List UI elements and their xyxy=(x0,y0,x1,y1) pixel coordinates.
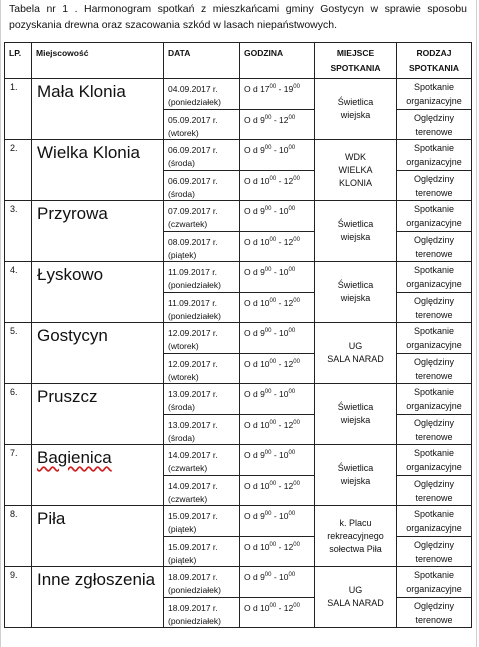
date-value: 15.09.2017 r. xyxy=(168,511,218,521)
date-value: 05.09.2017 r. xyxy=(168,115,218,125)
kind-line-2: terenowe xyxy=(415,371,453,381)
kind-line-1: Oględziny xyxy=(413,479,455,489)
place-name: Piła xyxy=(37,509,66,528)
date-value: 06.09.2017 r. xyxy=(168,176,218,186)
schedule-table xyxy=(4,42,472,628)
time-from-minutes: 00 xyxy=(269,298,277,305)
table-caption: Tabela nr 1 . Harmonogram spotkań z mieszkańcami gminy Gostycyn w sprawie sposobu pozyskania drewna oraz szacowania szkód w lasach niepaństwowych. xyxy=(9,3,467,31)
cell-lp: 1. xyxy=(5,79,32,140)
time-from-minutes: 00 xyxy=(264,145,272,152)
time-from-hour: 10 xyxy=(260,176,270,186)
page-left-edge xyxy=(0,0,1,647)
time-to-hour: 10 xyxy=(279,145,289,155)
place-name: Bagienica xyxy=(37,448,112,467)
cell-place xyxy=(32,506,164,567)
time-from-hour: 10 xyxy=(260,237,270,247)
cell-time: O d $10^{00} - 12^{00}$ xyxy=(240,354,315,384)
kind-line-2: terenowe xyxy=(415,493,453,503)
cell-venue: Świetlica wiejska xyxy=(315,384,397,445)
weekday-value: (wtorek) xyxy=(168,371,199,382)
header-time: GODZINA xyxy=(240,43,315,79)
time-from-minutes: 00 xyxy=(264,115,272,122)
cell-time: O d $17^{00} - 19^{00}$ xyxy=(240,79,315,110)
time-to-hour: 10 xyxy=(279,572,289,582)
date-value: 13.09.2017 r. xyxy=(168,389,218,399)
time-from-minutes: 00 xyxy=(269,420,277,427)
time-from-hour: 9 xyxy=(260,145,265,155)
date-value: 06.09.2017 r. xyxy=(168,145,218,155)
weekday-value: (środa) xyxy=(168,432,195,443)
cell-time: O d $9^{00} - 10^{00}$ xyxy=(240,323,315,354)
cell-time: O d $9^{00} - 10^{00}$ xyxy=(240,262,315,293)
cell-time: O d $9^{00} - 12^{00}$ xyxy=(240,110,315,140)
weekday-value: (środa) xyxy=(168,157,195,168)
place-name: Wielka Klonia xyxy=(37,143,140,162)
kind-line-1: Oględziny xyxy=(413,418,455,428)
time-from-minutes: 00 xyxy=(264,206,272,213)
header-kind: RODZAJ SPOTKANIA xyxy=(397,43,472,79)
place-name: Przyrowa xyxy=(37,204,108,223)
cell-place xyxy=(32,384,164,445)
kind-line-2: terenowe xyxy=(415,615,453,625)
time-from-hour: 10 xyxy=(260,359,270,369)
cell-date xyxy=(164,476,240,506)
time-from-hour: 9 xyxy=(260,206,265,216)
cell-date xyxy=(164,567,240,598)
cell-venue: Świetlica wiejska xyxy=(315,445,397,506)
header-lp: LP. xyxy=(5,43,32,79)
kind-line-1: Oględziny xyxy=(413,174,455,184)
time-to-hour: 12 xyxy=(283,359,294,369)
cell-time: O d $9^{00} - 10^{00}$ xyxy=(240,567,315,598)
cell-venue: Świetlica wiejska xyxy=(315,201,397,262)
cell-venue: Świetlica wiejska xyxy=(315,262,397,323)
time-to-hour: 19 xyxy=(283,84,294,94)
cell-venue: UG SALA NARAD xyxy=(315,323,397,384)
cell-lp: 6. xyxy=(5,384,32,445)
cell-kind xyxy=(397,567,472,598)
cell-date xyxy=(164,110,240,140)
time-from-hour: 10 xyxy=(260,420,270,430)
time-from-minutes: 00 xyxy=(269,84,277,91)
kind-line-1: Oględziny xyxy=(413,540,455,550)
time-to-minutes: 00 xyxy=(288,511,296,518)
cell-kind xyxy=(397,201,472,232)
cell-kind xyxy=(397,598,472,628)
cell-lp: 3. xyxy=(5,201,32,262)
time-to-hour: 12 xyxy=(283,298,294,308)
cell-date xyxy=(164,598,240,628)
kind-line-2: terenowe xyxy=(415,188,453,198)
cell-lp: 5. xyxy=(5,323,32,384)
cell-kind xyxy=(397,323,472,354)
time-to-minutes: 00 xyxy=(293,84,300,91)
table-row xyxy=(5,262,472,293)
kind-line-1: Oględziny xyxy=(413,235,455,245)
time-to-minutes: 00 xyxy=(293,603,300,610)
kind-line-2: organizacyjne xyxy=(406,584,462,594)
weekday-value: (wtorek) xyxy=(168,127,199,138)
time-from-minutes: 00 xyxy=(269,542,277,549)
date-value: 14.09.2017 r. xyxy=(168,481,218,491)
kind-line-2: terenowe xyxy=(415,249,453,259)
cell-time: O d $10^{00} - 12^{00}$ xyxy=(240,598,315,628)
time-from-hour: 9 xyxy=(260,115,265,125)
cell-date xyxy=(164,323,240,354)
weekday-value: (wtorek) xyxy=(168,340,199,351)
cell-place xyxy=(32,323,164,384)
table-row xyxy=(5,201,472,232)
time-to-hour: 12 xyxy=(283,603,294,613)
kind-line-1: Oględziny xyxy=(413,113,455,123)
cell-kind xyxy=(397,110,472,140)
time-to-hour: 10 xyxy=(279,450,289,460)
time-from-hour: 10 xyxy=(260,298,270,308)
cell-time: O d $10^{00} - 12^{00}$ xyxy=(240,171,315,201)
cell-kind xyxy=(397,537,472,567)
table-row xyxy=(5,79,472,110)
cell-date xyxy=(164,79,240,110)
cell-kind xyxy=(397,262,472,293)
time-to-minutes: 00 xyxy=(288,572,296,579)
weekday-value: (poniedziałek) xyxy=(168,96,221,107)
time-from-hour: 17 xyxy=(260,84,270,94)
table-row xyxy=(5,567,472,598)
time-from-hour: 9 xyxy=(260,450,265,460)
kind-line-1: Spotkanie xyxy=(413,509,455,519)
time-from-minutes: 00 xyxy=(269,176,277,183)
cell-venue: Świetlica wiejska xyxy=(315,79,397,140)
date-value: 18.09.2017 r. xyxy=(168,572,218,582)
date-value: 18.09.2017 r. xyxy=(168,603,218,613)
time-from-minutes: 00 xyxy=(269,359,277,366)
kind-line-2: organizacyjne xyxy=(406,218,462,228)
kind-line-1: Spotkanie xyxy=(413,265,455,275)
time-from-hour: 10 xyxy=(260,603,270,613)
weekday-value: (czwartek) xyxy=(168,493,208,504)
time-to-hour: 12 xyxy=(279,115,289,125)
time-from-minutes: 00 xyxy=(269,603,277,610)
kind-line-2: organizacyjne xyxy=(406,96,462,106)
time-to-minutes: 00 xyxy=(293,481,300,488)
time-to-hour: 12 xyxy=(283,176,294,186)
cell-date xyxy=(164,354,240,384)
header-date: DATA xyxy=(164,43,240,79)
time-from-hour: 9 xyxy=(260,572,265,582)
cell-date xyxy=(164,537,240,567)
table-row xyxy=(5,445,472,476)
cell-time: O d $9^{00} - 10^{00}$ xyxy=(240,384,315,415)
kind-line-2: organizacyjne xyxy=(406,157,462,167)
time-from-minutes: 00 xyxy=(269,237,277,244)
time-to-minutes: 00 xyxy=(288,328,296,335)
weekday-value: (środa) xyxy=(168,401,195,412)
kind-line-1: Spotkanie xyxy=(413,387,455,397)
time-to-hour: 10 xyxy=(279,328,289,338)
date-value: 08.09.2017 r. xyxy=(168,237,218,247)
time-to-minutes: 00 xyxy=(288,450,296,457)
cell-lp: 2. xyxy=(5,140,32,201)
kind-line-2: terenowe xyxy=(415,310,453,320)
kind-line-2: organizacyjne xyxy=(406,340,462,350)
place-name: Gostycyn xyxy=(37,326,108,345)
cell-venue: WDK WIELKA KLONIA xyxy=(315,140,397,201)
time-to-hour: 12 xyxy=(283,481,294,491)
weekday-value: (poniedziałek) xyxy=(168,310,221,321)
kind-line-2: organizacyjne xyxy=(406,462,462,472)
cell-date xyxy=(164,232,240,262)
cell-kind xyxy=(397,445,472,476)
time-from-hour: 9 xyxy=(260,267,265,277)
cell-time: O d $9^{00} - 10^{00}$ xyxy=(240,506,315,537)
place-name: Mała Klonia xyxy=(37,82,126,101)
cell-kind xyxy=(397,140,472,171)
place-name: Łyskowo xyxy=(37,265,104,284)
kind-line-1: Spotkanie xyxy=(413,143,455,153)
time-to-hour: 10 xyxy=(279,511,289,521)
time-from-minutes: 00 xyxy=(264,389,272,396)
cell-time: O d $9^{00} - 10^{00}$ xyxy=(240,201,315,232)
cell-time: O d $9^{00} - 10^{00}$ xyxy=(240,445,315,476)
cell-kind xyxy=(397,293,472,323)
date-value: 12.09.2017 r. xyxy=(168,328,218,338)
kind-line-2: terenowe xyxy=(415,554,453,564)
time-to-minutes: 00 xyxy=(293,237,300,244)
time-to-minutes: 00 xyxy=(293,298,300,305)
date-value: 13.09.2017 r. xyxy=(168,420,218,430)
cell-lp: 8. xyxy=(5,506,32,567)
kind-line-1: Oględziny xyxy=(413,296,455,306)
time-from-minutes: 00 xyxy=(264,450,272,457)
time-from-hour: 10 xyxy=(260,481,270,491)
cell-time: O d $10^{00} - 12^{00}$ xyxy=(240,537,315,567)
cell-kind xyxy=(397,384,472,415)
header-venue: MIEJSCE SPOTKANIA xyxy=(315,43,397,79)
cell-date xyxy=(164,201,240,232)
kind-line-1: Spotkanie xyxy=(413,570,455,580)
weekday-value: (piątek) xyxy=(168,554,197,565)
cell-venue: k. Placu rekreacyjnego sołectwa Piła xyxy=(315,506,397,567)
time-to-minutes: 00 xyxy=(293,420,300,427)
schedule-body xyxy=(5,79,472,628)
cell-kind xyxy=(397,232,472,262)
cell-date xyxy=(164,171,240,201)
cell-kind xyxy=(397,354,472,384)
date-value: 11.09.2017 r. xyxy=(168,298,217,308)
time-to-hour: 12 xyxy=(283,237,294,247)
kind-line-1: Spotkanie xyxy=(413,204,455,214)
time-from-minutes: 00 xyxy=(264,328,272,335)
cell-kind xyxy=(397,476,472,506)
cell-date xyxy=(164,384,240,415)
time-to-minutes: 00 xyxy=(288,145,296,152)
cell-date xyxy=(164,262,240,293)
time-from-hour: 9 xyxy=(260,389,265,399)
page-right-edge xyxy=(476,0,477,647)
time-to-minutes: 00 xyxy=(288,389,296,396)
cell-date xyxy=(164,140,240,171)
kind-line-1: Spotkanie xyxy=(413,448,455,458)
time-to-minutes: 00 xyxy=(288,115,296,122)
date-value: 14.09.2017 r. xyxy=(168,450,218,460)
cell-lp: 4. xyxy=(5,262,32,323)
time-from-hour: 10 xyxy=(260,542,270,552)
table-row xyxy=(5,506,472,537)
date-value: 12.09.2017 r. xyxy=(168,359,218,369)
cell-time: O d $9^{00} - 10^{00}$ xyxy=(240,140,315,171)
place-name: Pruszcz xyxy=(37,387,98,406)
kind-line-2: terenowe xyxy=(415,127,453,137)
weekday-value: (poniedziałek) xyxy=(168,615,221,626)
time-to-hour: 10 xyxy=(279,389,289,399)
cell-date xyxy=(164,445,240,476)
cell-kind xyxy=(397,415,472,445)
time-to-minutes: 00 xyxy=(288,206,296,213)
weekday-value: (poniedziałek) xyxy=(168,279,221,290)
cell-date xyxy=(164,293,240,323)
table-row xyxy=(5,384,472,415)
header-place: Miejscowość xyxy=(32,43,164,79)
time-to-minutes: 00 xyxy=(288,267,296,274)
cell-time: O d $10^{00} - 12^{00}$ xyxy=(240,232,315,262)
time-from-hour: 9 xyxy=(260,328,265,338)
kind-line-1: Spotkanie xyxy=(413,82,455,92)
table-header-row xyxy=(5,43,472,79)
kind-line-2: organizacyjne xyxy=(406,523,462,533)
weekday-value: (środa) xyxy=(168,188,195,199)
date-value: 07.09.2017 r. xyxy=(168,206,218,216)
time-from-minutes: 00 xyxy=(264,267,272,274)
cell-lp: 7. xyxy=(5,445,32,506)
cell-date xyxy=(164,415,240,445)
time-from-minutes: 00 xyxy=(264,572,272,579)
time-from-minutes: 00 xyxy=(264,511,272,518)
time-to-minutes: 00 xyxy=(293,359,300,366)
cell-place xyxy=(32,201,164,262)
weekday-value: (piątek) xyxy=(168,249,197,260)
cell-place xyxy=(32,567,164,628)
table-row xyxy=(5,323,472,354)
time-to-hour: 12 xyxy=(283,542,294,552)
cell-kind xyxy=(397,79,472,110)
time-to-minutes: 00 xyxy=(293,542,300,549)
weekday-value: (poniedziałek) xyxy=(168,584,221,595)
date-value: 15.09.2017 r. xyxy=(168,542,218,552)
date-value: 11.09.2017 r. xyxy=(168,267,217,277)
cell-lp: 9. xyxy=(5,567,32,628)
time-from-hour: 9 xyxy=(260,511,265,521)
cell-place xyxy=(32,140,164,201)
cell-place xyxy=(32,262,164,323)
time-from-minutes: 00 xyxy=(269,481,277,488)
cell-venue: UG SALA NARAD xyxy=(315,567,397,628)
date-value: 04.09.2017 r. xyxy=(168,84,218,94)
kind-line-1: Spotkanie xyxy=(413,326,455,336)
time-to-minutes: 00 xyxy=(293,176,300,183)
cell-kind xyxy=(397,171,472,201)
kind-line-2: terenowe xyxy=(415,432,453,442)
cell-kind xyxy=(397,506,472,537)
cell-time: O d $10^{00} - 12^{00}$ xyxy=(240,476,315,506)
table-row xyxy=(5,140,472,171)
time-to-hour: 10 xyxy=(279,206,289,216)
kind-line-1: Oględziny xyxy=(413,601,455,611)
kind-line-2: organizacyjne xyxy=(406,401,462,411)
cell-place xyxy=(32,445,164,506)
time-to-hour: 12 xyxy=(283,420,294,430)
weekday-value: (piątek) xyxy=(168,523,197,534)
time-to-hour: 10 xyxy=(279,267,289,277)
cell-time: O d $10^{00} - 12^{00}$ xyxy=(240,415,315,445)
weekday-value: (czwartek) xyxy=(168,462,208,473)
cell-time: O d $10^{00} - 12^{00}$ xyxy=(240,293,315,323)
kind-line-1: Oględziny xyxy=(413,357,455,367)
kind-line-2: organizacyjne xyxy=(406,279,462,289)
place-name: Inne zgłoszenia xyxy=(37,570,156,589)
cell-place xyxy=(32,79,164,140)
weekday-value: (czwartek) xyxy=(168,218,208,229)
cell-date xyxy=(164,506,240,537)
